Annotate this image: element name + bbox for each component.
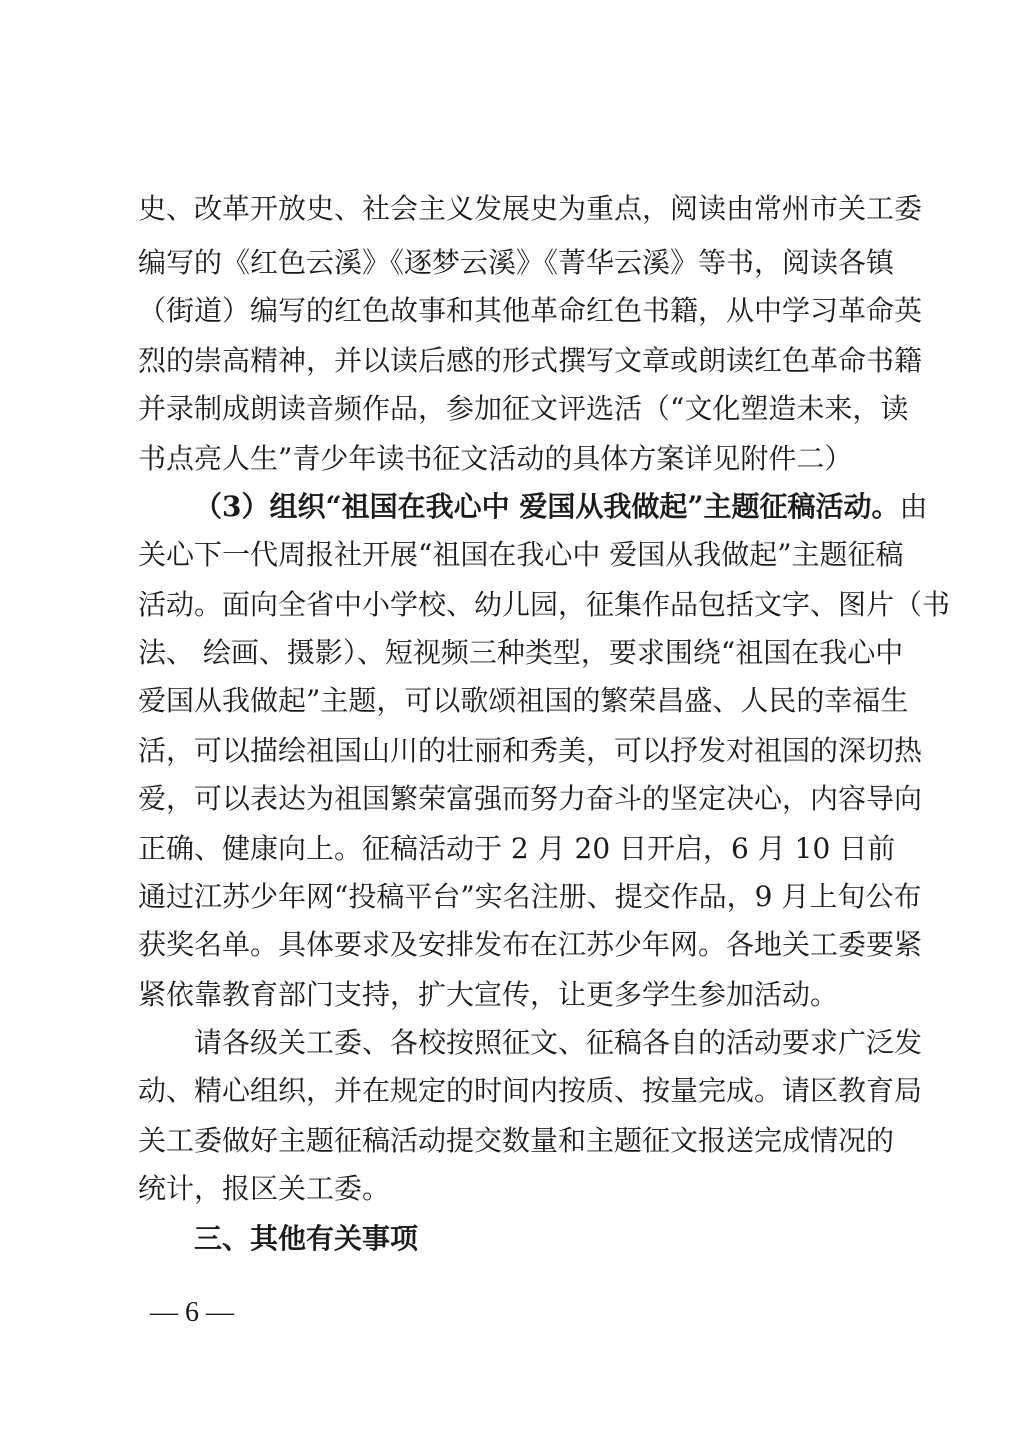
body-line: 动、精心组织，并在规定的时间内按质、按量完成。请区教育局 xyxy=(138,1074,923,1107)
body-line: （街道）编写的红色故事和其他革命红色书籍，从中学习革命英 xyxy=(138,294,923,327)
body-line: 爱国从我做起”主题，可以歌颂祖国的繁荣昌盛、人民的幸福生 xyxy=(138,684,909,717)
body-line: 法、 绘画、摄影）、短视频三种类型，要求围绕“祖国在我心中 xyxy=(138,636,904,669)
item-3-lead-line xyxy=(194,482,928,532)
item-3-lead-tail: 由 xyxy=(899,490,928,523)
body-line: 紧依靠教育部门支持，扩大宣传，让更多学生参加活动。 xyxy=(138,978,839,1011)
body-line: 正确、健康向上。征稿活动于 2 月 20 日开启，6 月 10 日前 xyxy=(138,832,896,865)
body-line: 爱，可以表达为祖国繁荣富强而努力奋斗的坚定决心，内容导向 xyxy=(138,782,923,815)
body-line: 统计，报区关工委。 xyxy=(138,1172,391,1205)
body-line: 关工委做好主题征稿活动提交数量和主题征文报送完成情况的 xyxy=(138,1124,895,1157)
body-line: 活，可以描绘祖国山川的壮丽和秀美，可以抒发对祖国的深切热 xyxy=(138,734,923,767)
body-line: 获奖名单。具体要求及安排发布在江苏少年网。各地关工委要紧 xyxy=(138,928,923,961)
body-line: 书点亮人生”青少年读书征文活动的具体方案详见附件二） xyxy=(138,442,853,475)
body-line: 并录制成朗读音频作品，参加征文评选活（“文化塑造未来，读 xyxy=(138,392,909,425)
body-line: 请各级关工委、各校按照征文、征稿各自的活动要求广泛发 xyxy=(194,1026,923,1059)
body-line: 编写的《红色云溪》《逐梦云溪》《菁华云溪》等书，阅读各镇 xyxy=(138,246,895,279)
body-line: 关心下一代周报社开展“祖国在我心中 爱国从我做起”主题征稿 xyxy=(138,538,904,571)
body-line: 通过江苏少年网“投稿平台”实名注册、提交作品，9 月上旬公布 xyxy=(138,880,922,913)
body-line: 史、改革开放史、社会主义发展史为重点，阅读由常州市关工委 xyxy=(138,192,923,225)
body-line: 活动。面向全省中小学校、幼儿园，征集作品包括文字、图片（书 xyxy=(138,588,951,621)
item-3-title: （3）组织“祖国在我心中 爱国从我做起”主题征稿活动。 xyxy=(194,490,900,523)
page-number: — 6 — xyxy=(150,1297,234,1328)
section-heading: 三、其他有关事项 xyxy=(194,1222,419,1255)
body-line: 烈的崇高精神，并以读后感的形式撰写文章或朗读红色革命书籍 xyxy=(138,344,923,377)
